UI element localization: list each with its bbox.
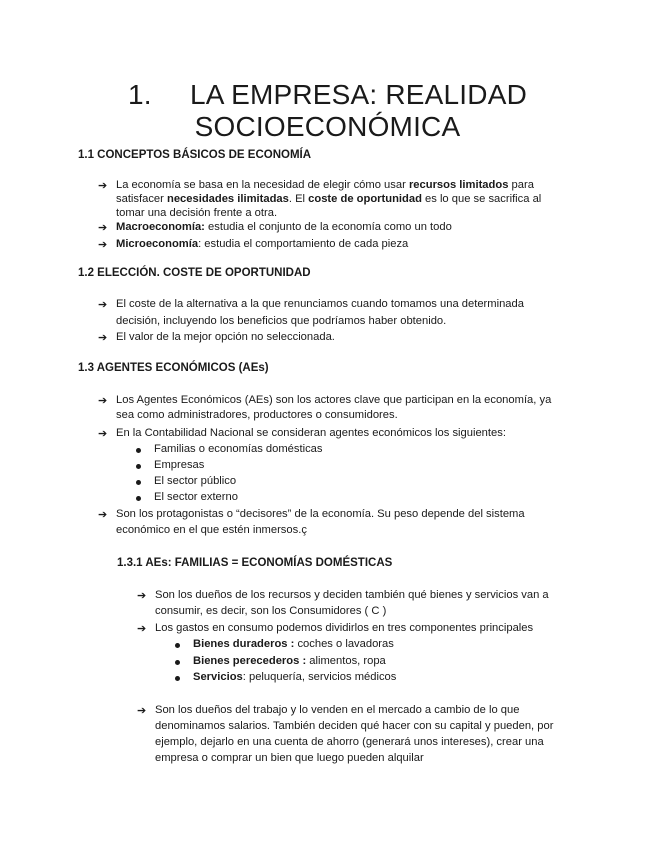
s13-bullet-3-line-2: económico en el que estén inmersos.ç <box>116 524 307 536</box>
s131-bullet-3-line-4: empresa o comprar un bien que luego pueden alquilar <box>155 752 424 764</box>
page-title-line-2: SOCIOECONÓMICA <box>194 111 461 142</box>
bullet-dot-icon <box>136 480 141 485</box>
text: coches o lavadoras <box>294 638 394 650</box>
subsection-heading-1-3-1: 1.3.1 AEs: FAMILIAS = ECONOMÍAS DOMÉSTICAS <box>117 557 393 569</box>
title-number: 1. <box>127 79 152 110</box>
section-heading-1-1: 1.1 CONCEPTOS BÁSICOS DE ECONOMÍA <box>78 149 312 161</box>
text: para <box>508 179 534 191</box>
s131-bullet-1-line-1: Son los dueños de los recursos y deciden también qué bienes y servicios van a <box>155 589 549 601</box>
s13-sub-item: El sector público <box>154 475 237 487</box>
s13-bullet-1-line-1: Los Agentes Económicos (AEs) son los actores clave que participan en la economía, ya <box>116 394 552 406</box>
arrow-bullet-icon: ➔ <box>137 705 147 717</box>
text: . El <box>288 193 309 205</box>
s11-bullet-1-line-2 <box>116 192 541 207</box>
arrow-bullet-icon: ➔ <box>98 428 108 440</box>
s12-bullet-1-line-2: decisión, incluyendo los beneficios que podríamos haber obtenido. <box>116 315 447 327</box>
s131-bullet-3-line-2: denominamos salarios. También deciden qué hacer con su capital y pueden, por <box>155 720 554 732</box>
s13-sub-item: Empresas <box>154 459 205 471</box>
s131-sub-item <box>193 670 396 685</box>
bullet-dot-icon <box>136 496 141 501</box>
bold-text: Bienes duraderos : <box>193 638 295 650</box>
text: : peluquería, servicios médicos <box>242 671 397 683</box>
bold-text: recursos limitados <box>408 179 509 191</box>
s11-bullet-1-line-3: tomar una decisión frente a otra. <box>116 207 278 219</box>
bold-text: necesidades ilimitadas <box>166 193 289 205</box>
s13-bullet-2: En la Contabilidad Nacional se consideran agentes económicos los siguientes: <box>116 427 506 439</box>
arrow-bullet-icon: ➔ <box>98 332 108 344</box>
s13-bullet-1-line-2: sea como administradores, productores o consumidores. <box>116 409 398 421</box>
title-text-1: LA EMPRESA: REALIDAD <box>189 79 527 110</box>
s131-sub-item <box>193 654 386 669</box>
text: La economía se basa en la necesidad de elegir cómo usar <box>116 179 409 191</box>
arrow-bullet-icon: ➔ <box>137 590 147 602</box>
arrow-bullet-icon: ➔ <box>98 222 108 234</box>
s13-sub-item: El sector externo <box>154 491 238 503</box>
s131-sub-item <box>193 637 394 652</box>
s13-bullet-3-line-1: Son los protagonistas o “decisores” de la economía. Su peso depende del sistema <box>116 508 525 520</box>
text: satisfacer <box>116 193 167 205</box>
s131-bullet-3-line-1: Son los dueños del trabajo y lo venden en el mercado a cambio de lo que <box>155 704 520 716</box>
s131-bullet-1-line-2: consumir, es decir, son los Consumidores ( C ) <box>155 605 387 617</box>
bullet-dot-icon <box>175 676 180 681</box>
s131-bullet-3-line-3: ejemplo, dejarlo en una cuenta de ahorro (generará unos intereses), crear una <box>155 736 544 748</box>
text: alimentos, ropa <box>306 655 386 667</box>
text: es lo que se sacrifica al <box>421 193 542 205</box>
bullet-dot-icon <box>136 448 141 453</box>
bold-text: Macroeconomía: <box>116 221 205 233</box>
s13-sub-item: Familias o economías domésticas <box>154 443 323 455</box>
bold-text: Servicios <box>193 671 243 683</box>
bold-text: Bienes perecederos : <box>193 655 307 667</box>
s12-bullet-2: El valor de la mejor opción no seleccionada. <box>116 331 335 343</box>
s11-bullet-2 <box>116 220 452 235</box>
text: estudia el conjunto de la economía como un todo <box>204 221 452 233</box>
section-heading-1-2: 1.2 ELECCIÓN. COSTE DE OPORTUNIDAD <box>78 267 311 279</box>
page-title-line-1 <box>0 78 655 112</box>
arrow-bullet-icon: ➔ <box>137 623 147 635</box>
s131-bullet-2: Los gastos en consumo podemos dividirlos en tres componentes principales <box>155 622 534 634</box>
s11-bullet-3 <box>116 237 408 252</box>
bold-text: Microeconomía <box>116 238 199 250</box>
arrow-bullet-icon: ➔ <box>98 509 108 521</box>
bullet-dot-icon <box>175 660 180 665</box>
arrow-bullet-icon: ➔ <box>98 299 108 311</box>
s11-bullet-1-line-1 <box>116 178 534 193</box>
s12-bullet-1-line-1: El coste de la alternativa a la que renunciamos cuando tomamos una determinada <box>116 298 524 310</box>
bullet-dot-icon <box>136 464 141 469</box>
section-heading-1-3: 1.3 AGENTES ECONÓMICOS (AEs) <box>78 362 269 374</box>
arrow-bullet-icon: ➔ <box>98 239 108 251</box>
arrow-bullet-icon: ➔ <box>98 395 108 407</box>
text: : estudia el comportamiento de cada pieza <box>198 238 409 250</box>
bullet-dot-icon <box>175 643 180 648</box>
arrow-bullet-icon: ➔ <box>98 180 108 192</box>
bold-text: coste de oportunidad <box>308 193 422 205</box>
